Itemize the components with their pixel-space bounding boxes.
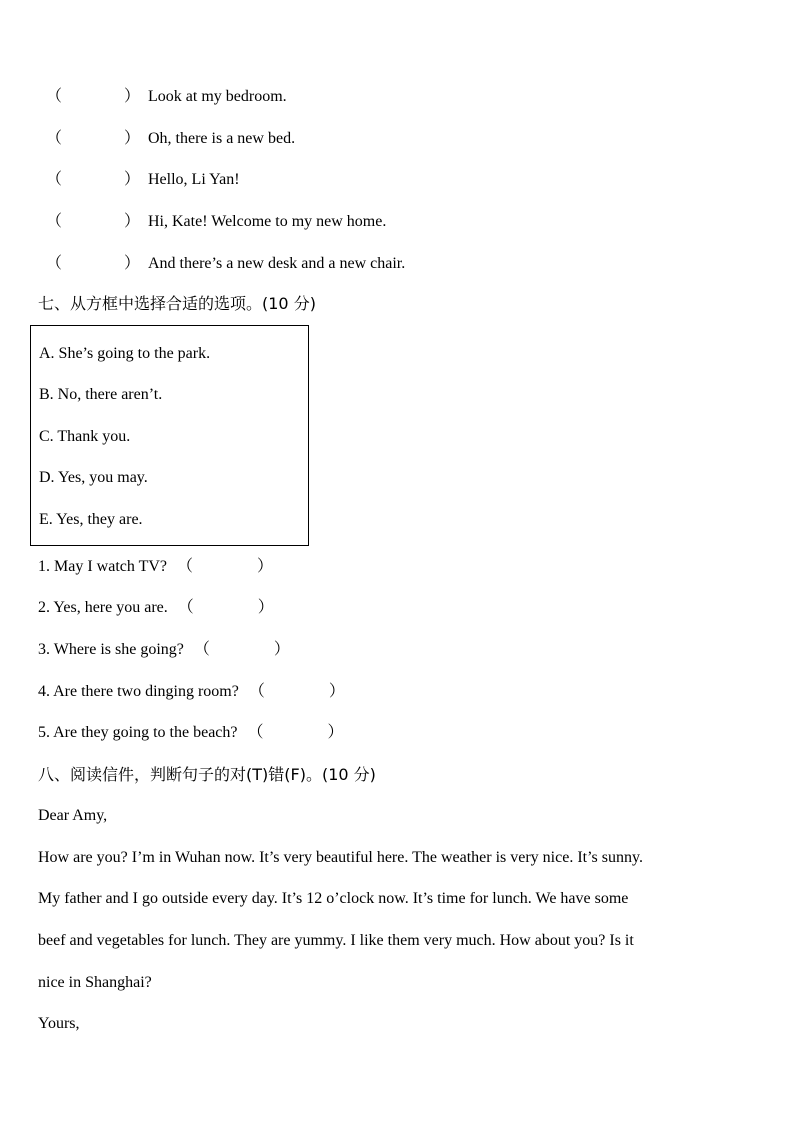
answer-blank[interactable]: （ ） <box>193 641 290 658</box>
ordering-sentence: Oh, there is a new bed. <box>148 130 296 147</box>
ordering-sentence: And there’s a new desk and a new chair. <box>148 255 406 272</box>
answer-blank-close: ） <box>124 130 141 147</box>
option-e: E. Yes, they are. <box>39 511 143 528</box>
question-text: 2. Yes, here you are. <box>38 599 168 616</box>
question-text: 3. Where is she going? <box>38 641 184 658</box>
ordering-sentence: Hello, Li Yan! <box>148 171 240 188</box>
question-row <box>38 640 290 660</box>
question-row <box>38 598 274 618</box>
letter-line: beef and vegetables for lunch. They are yummy. I like them very much. How about you? Is it <box>38 932 634 949</box>
question-row <box>38 557 273 577</box>
answer-blank-open[interactable]: （ <box>46 130 63 147</box>
answer-blank-close: ） <box>124 255 141 272</box>
section-8-title: 八、阅读信件，判断句子的对(T)错(F)。(10 分) <box>38 765 376 784</box>
option-a: A. She’s going to the park. <box>39 345 211 362</box>
letter-line: nice in Shanghai? <box>38 974 152 991</box>
option-b: B. No, there aren’t. <box>39 386 163 403</box>
answer-blank[interactable]: （ ） <box>248 683 345 700</box>
ordering-sentence: Hi, Kate! Welcome to my new home. <box>148 213 387 230</box>
options-box <box>30 325 309 546</box>
answer-blank-open[interactable]: （ <box>46 255 63 272</box>
answer-blank-open[interactable]: （ <box>46 88 63 105</box>
question-text: 5. Are they going to the beach? <box>38 724 238 741</box>
answer-blank-close: ） <box>124 171 141 188</box>
answer-blank-open[interactable]: （ <box>46 171 63 188</box>
letter-closing: Yours, <box>38 1015 80 1032</box>
ordering-sentence: Look at my bedroom. <box>148 88 287 105</box>
answer-blank[interactable]: （ ） <box>177 558 274 575</box>
answer-blank-close: ） <box>124 88 141 105</box>
answer-blank-close: ） <box>124 213 141 230</box>
question-text: 1. May I watch TV? <box>38 558 167 575</box>
answer-blank[interactable]: （ ） <box>177 599 274 616</box>
answer-blank-open[interactable]: （ <box>46 213 63 230</box>
question-text: 4. Are there two dinging room? <box>38 683 239 700</box>
option-c: C. Thank you. <box>39 428 131 445</box>
letter-line: My father and I go outside every day. It’s 12 o’clock now. It’s time for lunch. We have some <box>38 890 629 907</box>
question-row <box>38 682 345 702</box>
option-d: D. Yes, you may. <box>39 469 148 486</box>
letter-greeting: Dear Amy, <box>38 807 108 824</box>
letter-line: How are you? I’m in Wuhan now. It’s very beautiful here. The weather is very nice. It’s sunny. <box>38 849 643 866</box>
question-row <box>38 723 344 743</box>
answer-blank[interactable]: （ ） <box>247 724 344 741</box>
section-7-title: 七、从方框中选择合适的选项。(10 分) <box>38 294 316 313</box>
